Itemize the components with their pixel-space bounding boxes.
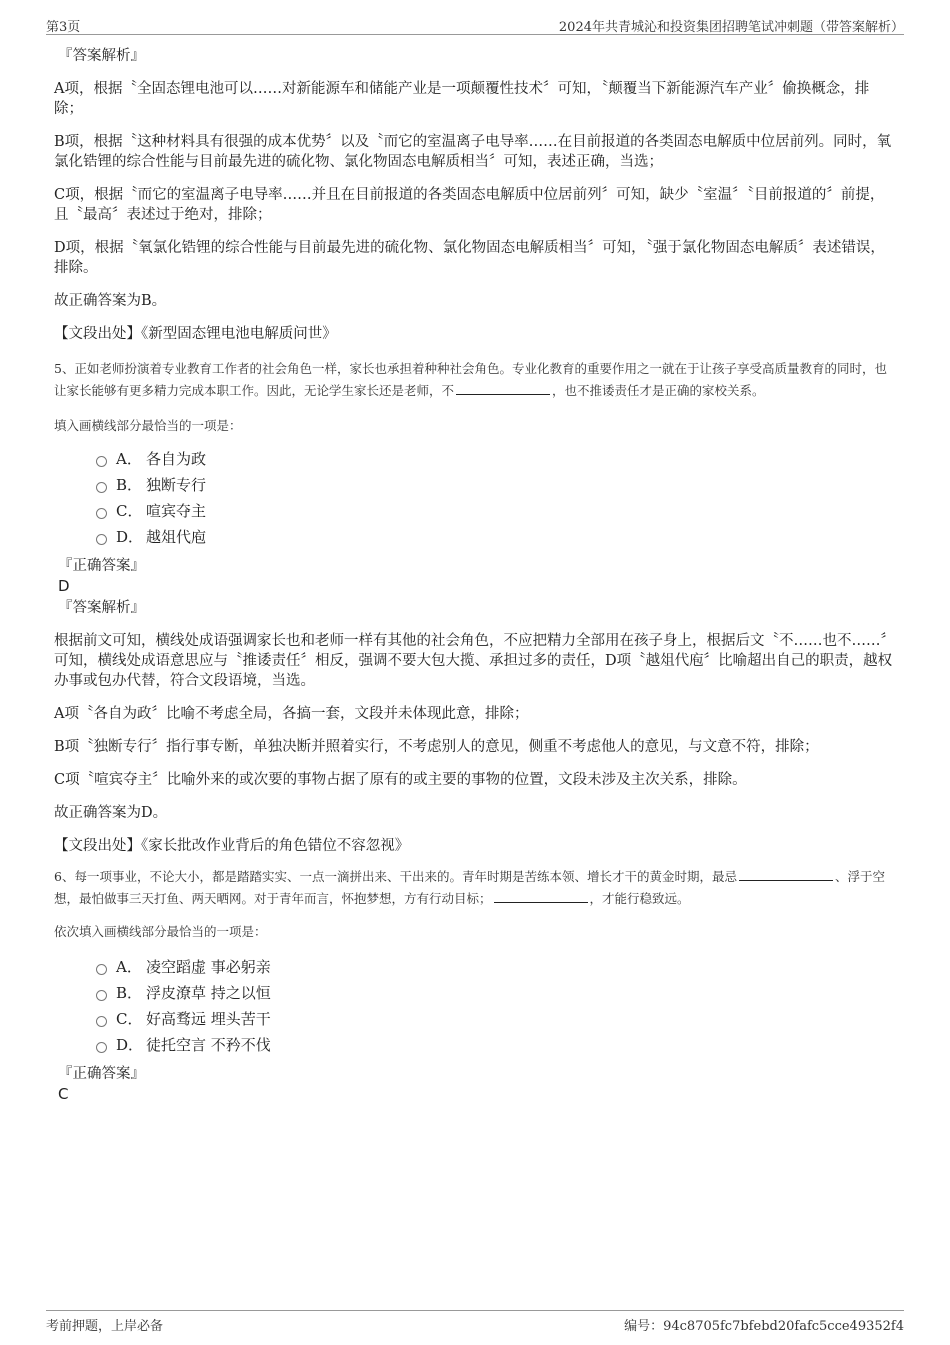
q5-option-a[interactable]: A． 各自为政 bbox=[96, 446, 898, 472]
q5-answer-label: 『正确答案』 bbox=[58, 558, 145, 574]
q6-question: 6、每一项事业，不论大小，都是踏踏实实、一点一滴拼出来、干出来的。青年时期是苦练本领、增长才干的黄金时期，最忌 、浮于空想，最怕做事三天打鱼、两天晒网。对于青年而言，怀抱梦想，方有行动目标； ，才能行稳致远。 bbox=[54, 869, 885, 906]
q6-option-a[interactable]: A． 凌空蹈虚 事必躬亲 bbox=[96, 954, 898, 980]
document-code: 编号：94c8705fc7bfebd20fafc5cce49352f4 bbox=[624, 1319, 904, 1334]
radio-icon[interactable] bbox=[96, 482, 107, 493]
q4-analysis-d: D项，根据〝氧氯化锆锂的综合性能与目前最先进的硫化物、氯化物固态电解质相当〞可知，〝强于氯化物固态电解质〞表述错误，排除。 bbox=[54, 240, 885, 276]
radio-icon[interactable] bbox=[96, 1042, 107, 1053]
q6-answer-label: 『正确答案』 bbox=[58, 1066, 145, 1082]
q4-analysis-b: B项，根据〝这种材料具有很强的成本优势〞以及〝而它的室温离子电导率……在目前报道的各类固态电解质中位居前列。同时，氧氯化锆锂的综合性能与目前最先进的硫化物、氯化物固态电解质相当〞可知，表述正确，当选； bbox=[54, 134, 892, 170]
q6-answer: C bbox=[58, 1085, 69, 1103]
page-number: 第3页 bbox=[46, 20, 81, 35]
q4-analysis-c: C项，根据〝而它的室温离子电导率……并且在目前报道的各类固态电解质中位居前列〞可知，缺少〝室温〞〝目前报道的〞前提，且〝最高〞表述过于绝对，排除； bbox=[54, 187, 885, 223]
q5-analysis-a: A项〝各自为政〞比喻不考虑全局，各搞一套，文段并未体现此意，排除； bbox=[54, 706, 529, 722]
q5-source: 【文段出处】《家长批改作业背后的角色错位不容忽视》 bbox=[54, 838, 410, 854]
q5-option-b[interactable]: B． 独断专行 bbox=[96, 472, 898, 498]
q5-answer: D bbox=[58, 577, 70, 595]
q5-question: 5、正如老师扮演着专业教育工作者的社会角色一样，家长也承担着种种社会角色。专业化教育的重要作用之一就在于让孩子享受高质量教育的同时，也让家长能够有更多精力完成本职工作。因此，无论学生家长还是老师，不 ，也不推诿责任才是正确的家校关系。 bbox=[54, 361, 887, 398]
q5-analysis-c: C项〝喧宾夺主〞比喻外来的或次要的事物占据了原有的或主要的事物的位置，文段未涉及主次关系，排除。 bbox=[54, 772, 747, 788]
q4-conclusion: 故正确答案为B。 bbox=[54, 293, 167, 309]
document-title: 2024年共青城沁和投资集团招聘笔试冲刺题（带答案解析） bbox=[558, 20, 904, 35]
radio-icon[interactable] bbox=[96, 1016, 107, 1027]
q6-option-c[interactable]: C． 好高骛远 埋头苦干 bbox=[96, 1006, 898, 1032]
page-footer bbox=[46, 1310, 904, 1333]
q6-option-b[interactable]: B． 浮皮潦草 持之以恒 bbox=[96, 980, 898, 1006]
q5-analysis-main: 根据前文可知，横线处成语强调家长也和老师一样有其他的社会角色，不应把精力全部用在孩子身上，根据后文〝不……也不……〞可知，横线处成语意思应与〝推诿责任〞相反，强调不要大包大揽、承担过多的责任，D项〝越俎代庖〞比喻超出自己的职责，越权办事或包办代替，符合文段语境，当选。 bbox=[54, 633, 895, 689]
q5-option-c[interactable]: C． 喧宾夺主 bbox=[96, 498, 898, 524]
q6-blank-1 bbox=[739, 868, 833, 881]
radio-icon[interactable] bbox=[96, 508, 107, 519]
q5-options bbox=[96, 446, 898, 550]
radio-icon[interactable] bbox=[96, 456, 107, 467]
q6-instruction: 依次填入画横线部分最恰当的一项是： bbox=[54, 924, 267, 939]
page-content bbox=[54, 46, 898, 1104]
q5-option-d[interactable]: D． 越俎代庖 bbox=[96, 524, 898, 550]
footer-slogan: 考前押题，上岸必备 bbox=[46, 1319, 164, 1334]
q5-conclusion: 故正确答案为D。 bbox=[54, 805, 168, 821]
q4-analysis-label: 『答案解析』 bbox=[58, 48, 145, 64]
q6-option-d[interactable]: D． 徒托空言 不矜不伐 bbox=[96, 1032, 898, 1058]
q6-options bbox=[96, 954, 898, 1058]
q6-blank-2 bbox=[494, 890, 588, 903]
q5-blank bbox=[456, 382, 550, 395]
radio-icon[interactable] bbox=[96, 990, 107, 1001]
q5-analysis-label: 『答案解析』 bbox=[58, 600, 145, 616]
q4-analysis-a: A项，根据〝全固态锂电池可以……对新能源车和储能产业是一项颠覆性技术〞可知，〝颠覆当下新能源汽车产业〞偷换概念，排除； bbox=[54, 81, 870, 117]
page-header bbox=[46, 14, 904, 35]
radio-icon[interactable] bbox=[96, 534, 107, 545]
q5-analysis-b: B项〝独断专行〞指行事专断，单独决断并照着实行，不考虑别人的意见，侧重不考虑他人的意见，与文意不符，排除； bbox=[54, 739, 819, 755]
q5-instruction: 填入画横线部分最恰当的一项是： bbox=[54, 418, 242, 433]
radio-icon[interactable] bbox=[96, 964, 107, 975]
q4-source: 【文段出处】《新型固态锂电池电解质问世》 bbox=[54, 326, 337, 342]
